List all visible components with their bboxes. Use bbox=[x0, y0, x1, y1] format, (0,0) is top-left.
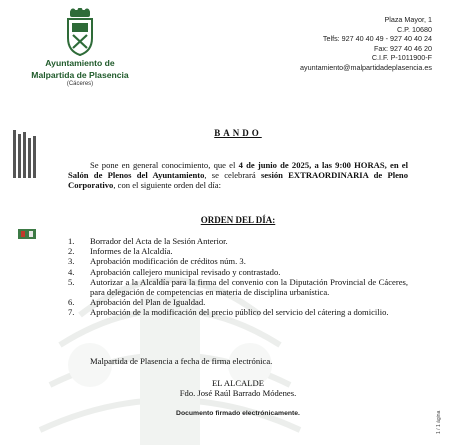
intro-paragraph: Se pone en general conocimiento, que el 4 de junio de 2025, a las 9:00 HORAS, en el Salón de Plenos del Ayuntamiento, se celebrará sesión EXTRAORDINARIA de Pleno Corporativo, con el siguiente orden del día: bbox=[68, 160, 408, 191]
agenda-item bbox=[68, 246, 408, 256]
email-link[interactable]: ayuntamiento@malpartidadeplasencia.es bbox=[300, 62, 432, 72]
signer-role: EL ALCALDE bbox=[212, 378, 264, 388]
postal-code: C.P. 10680 bbox=[396, 24, 432, 34]
agenda-item-number: 3. bbox=[68, 256, 75, 267]
agenda-item-text: Borrador del Acta de la Sesión Anterior. bbox=[90, 236, 228, 246]
agenda-item-text: Aprobación callejero municipal revisado y contrastado. bbox=[90, 266, 281, 277]
agenda-list bbox=[68, 236, 408, 318]
fax: Fax: 927 40 46 20 bbox=[374, 43, 432, 53]
contact-block bbox=[300, 15, 432, 73]
agenda-item bbox=[68, 236, 408, 246]
org-name-line1: Ayuntamiento de bbox=[45, 58, 115, 68]
agenda-item bbox=[68, 297, 408, 307]
agenda-item-text: Informes de la Alcaldía. bbox=[90, 246, 173, 257]
agenda-item-number: 2. bbox=[68, 246, 75, 257]
coat-of-arms-icon bbox=[62, 8, 98, 56]
phones: Telfs: 927 40 40 49 - 927 40 40 24 bbox=[322, 34, 432, 44]
cif: C.I.F. P-1011900-F bbox=[371, 53, 432, 63]
agenda-title: ORDEN DEL DÍA: bbox=[200, 215, 276, 225]
agenda-item bbox=[68, 307, 408, 317]
signed-note: Documento firmado electrónicamente. bbox=[176, 410, 300, 417]
agenda-item bbox=[68, 267, 408, 277]
document-title: BANDO bbox=[214, 128, 262, 138]
org-name-line2: Malpartida de Plasencia bbox=[31, 70, 129, 80]
agenda-item bbox=[68, 256, 408, 266]
closing-line: Malpartida de Plasencia a fecha de firma electrónica. bbox=[90, 356, 273, 366]
agenda-item-number: 5. bbox=[68, 276, 75, 287]
agenda-item-text: Aprobación del Plan de Igualdad. bbox=[90, 297, 206, 308]
signature-block bbox=[68, 378, 408, 398]
agenda-item-number: 1. bbox=[68, 236, 75, 246]
agenda-item-number: 7. bbox=[68, 307, 75, 318]
signer-name: Fdo. José Raúl Barrado Módenes. bbox=[179, 388, 297, 399]
agenda-item-text: Autorizar a la Alcaldía para la firma del convenio con la Diputación Provincial de Cáceres, para delegación de competencias en materia de disciplina urbanística. bbox=[90, 276, 408, 298]
agenda-item-number: 4. bbox=[68, 266, 75, 277]
agenda-item bbox=[68, 277, 408, 297]
org-province: (Cáceres) bbox=[66, 81, 94, 87]
agenda-item-number: 6. bbox=[68, 297, 75, 308]
address: Plaza Mayor, 1 bbox=[384, 15, 432, 24]
seal-icon bbox=[17, 228, 37, 240]
org-header bbox=[0, 8, 160, 88]
electronic-signature-stamp bbox=[13, 128, 41, 178]
agenda-item-text: Aprobación de la modificación del precio público del servicio del cátering a domicilio. bbox=[90, 307, 389, 318]
page-counter: 1 / 1 ágina bbox=[436, 410, 442, 434]
agenda-item-text: Aprobación modificación de créditos núm. 3. bbox=[90, 256, 246, 267]
